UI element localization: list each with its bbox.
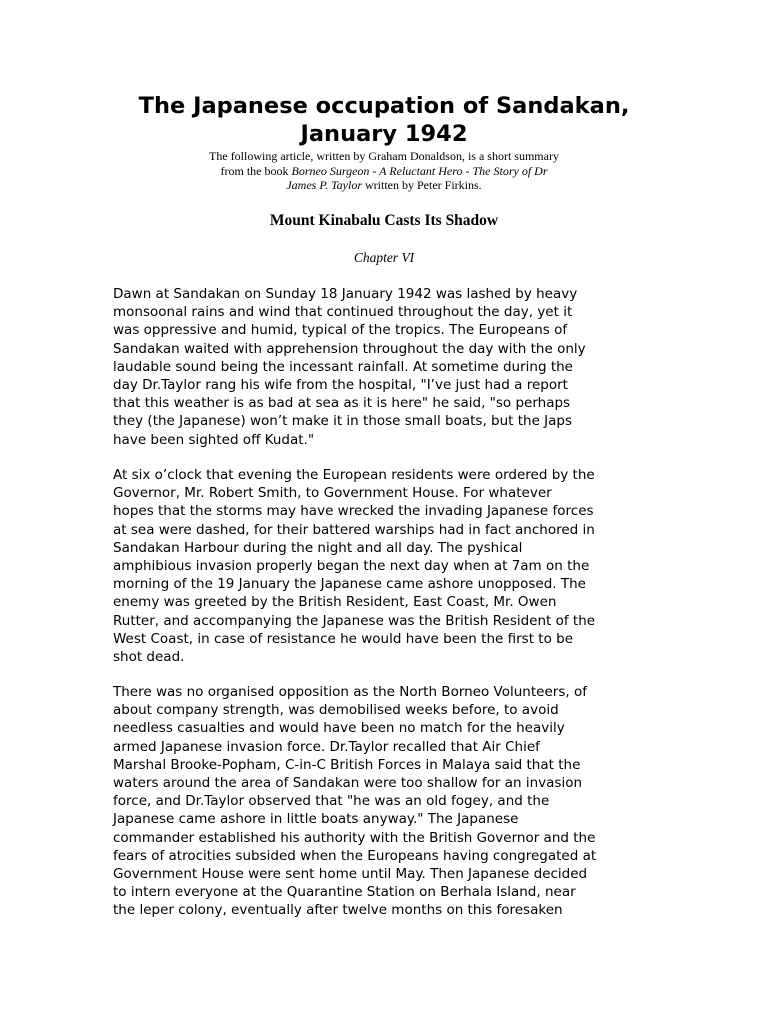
paragraph-line: at sea were dashed, for their battered warships had in fact anchored in xyxy=(113,521,595,538)
document-title xyxy=(100,92,668,148)
paragraph-line: West Coast, in case of resistance he would have been the first to be xyxy=(113,630,573,647)
paragraph-line: fears of atrocities subsided when the Europeans having congregated at xyxy=(113,847,597,864)
paragraph-line: At six o’clock that evening the European residents were ordered by the xyxy=(113,467,595,483)
paragraph xyxy=(113,683,658,920)
paragraph-line: enemy was greeted by the British Resident, East Coast, Mr. Owen xyxy=(113,594,557,611)
paragraph-line: Marshal Brooke-Popham, C-in-C British Forces in Malaya said that the xyxy=(113,756,581,773)
paragraph xyxy=(113,466,658,666)
title-line: The Japanese occupation of Sandakan, xyxy=(138,93,630,119)
paragraph-line: Rutter, and accompanying the Japanese was the British Resident of the xyxy=(113,612,596,629)
paragraph-line: day Dr.Taylor rang his wife from the hospital, "I’ve just had a report xyxy=(113,377,568,394)
paragraph-line: hopes that the storms may have wrecked the invading Japanese forces xyxy=(113,503,594,520)
paragraph-line: have been sighted off Kudat." xyxy=(113,431,315,448)
paragraph-line: morning of the 19 January the Japanese came ashore unopposed. The xyxy=(113,576,586,593)
book-title: James P. Taylor xyxy=(286,178,363,192)
title-line: January 1942 xyxy=(300,121,468,147)
paragraph-line: waters around the area of Sandakan were too shallow for an invasion xyxy=(113,775,583,792)
intro-text-segment: The following article, written by Graham Donaldson, is a short summary xyxy=(209,149,559,163)
paragraph-line: to intern everyone at the Quarantine Station on Berhala Island, near xyxy=(113,884,576,901)
paragraph-line: that this weather is as bad at sea as it is here" he said, "so perhaps xyxy=(113,395,571,412)
paragraph-line: Sandakan Harbour during the night and all day. The pyshical xyxy=(113,539,523,556)
paragraph-line: they (the Japanese) won’t make it in those small boats, but the Japs xyxy=(113,413,573,430)
section-subtitle: Mount Kinabalu Casts Its Shadow xyxy=(269,212,499,229)
paragraph-line: needless casualties and would have been no match for the heavily xyxy=(113,720,565,737)
book-title: Borneo Surgeon - A Reluctant Hero - The Story of Dr xyxy=(291,163,548,178)
intro-line xyxy=(190,164,578,179)
paragraph-line: was oppressive and humid, typical of the tropics. The Europeans of xyxy=(113,322,568,339)
paragraph-line: Sandakan waited with apprehension throughout the day with the only xyxy=(113,340,586,357)
paragraph-line: Dawn at Sandakan on Sunday 18 January 1942 was lashed by heavy xyxy=(113,286,578,302)
paragraph-line: about company strength, was demobilised weeks before, to avoid xyxy=(113,702,559,719)
paragraph-line: amphibious invasion properly began the next day when at 7am on the xyxy=(113,558,590,575)
paragraph-line: monsoonal rains and wind that continued throughout the day, yet it xyxy=(113,304,573,321)
paragraph-line: laudable sound being the incessant rainfall. At sometime during the xyxy=(113,358,573,375)
paragraph xyxy=(113,285,658,449)
paragraph-line: the leper colony, eventually after twelve months on this foresaken xyxy=(113,902,563,919)
intro-line xyxy=(190,149,578,164)
paragraph-line: shot dead. xyxy=(113,649,185,666)
paragraph-line: commander established his authority with the British Governor and the xyxy=(113,829,596,846)
paragraph-line: Governor, Mr. Robert Smith, to Government House. For whatever xyxy=(113,485,552,502)
paragraph-line: Government House were sent home until May. Then Japanese decided xyxy=(113,866,588,883)
paragraph-line: force, and Dr.Taylor observed that "he was an old fogey, and the xyxy=(113,793,550,810)
paragraph-line: armed Japanese invasion force. Dr.Taylor recalled that Air Chief xyxy=(113,738,540,755)
paragraph-line: There was no organised opposition as the North Borneo Volunteers, of xyxy=(113,684,587,700)
intro-text-segment: written by Peter Firkins. xyxy=(362,178,482,192)
intro-text-segment: from the book xyxy=(220,163,292,178)
intro-text xyxy=(190,149,578,193)
intro-line xyxy=(190,178,578,193)
paragraph-line: Japanese came ashore in little boats anyway." The Japanese xyxy=(113,811,519,828)
chapter-label: Chapter VI xyxy=(353,250,415,265)
